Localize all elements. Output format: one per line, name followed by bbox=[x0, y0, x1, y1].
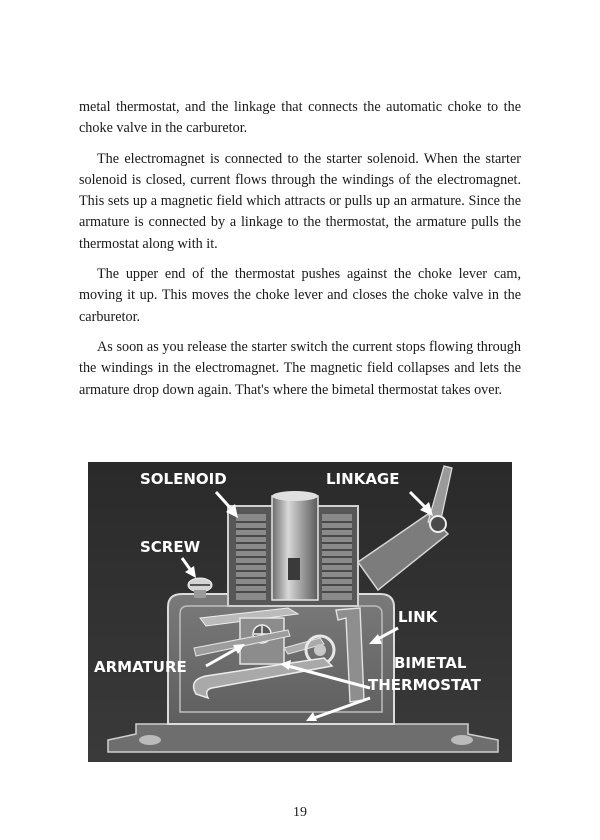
label-bimetal: BIMETAL bbox=[394, 654, 467, 672]
paragraph-1: metal thermostat, and the linkage that connects the automatic choke to the choke valve in the carburetor. bbox=[79, 99, 521, 137]
automatic-choke-figure bbox=[88, 462, 512, 762]
label-link: LINK bbox=[398, 608, 438, 626]
paragraph-3: The upper end of the thermostat pushes against the choke lever cam, moving it up. This moves the choke lever and closes the choke valve in the carburetor. bbox=[79, 266, 521, 325]
label-screw: SCREW bbox=[140, 538, 201, 556]
choke-diagram bbox=[88, 462, 512, 762]
label-solenoid: SOLENOID bbox=[140, 470, 227, 488]
base-bolt-left bbox=[139, 735, 161, 745]
label-thermostat: THERMOSTAT bbox=[368, 676, 481, 694]
label-armature: ARMATURE bbox=[94, 658, 187, 676]
linkage-pivot bbox=[430, 516, 446, 532]
base-plate bbox=[108, 724, 498, 752]
page-number: 19 bbox=[293, 805, 307, 820]
solenoid-plunger-slot bbox=[288, 558, 300, 580]
solenoid-windings-right bbox=[322, 514, 352, 600]
paragraph-4: As soon as you release the starter switch the current stops flowing through the windings in the electromagnet. The magnetic field collapses and lets the armature drop down again. That's where the bimetal thermostat takes over. bbox=[79, 338, 521, 398]
body-text bbox=[79, 97, 521, 410]
thermostat-coil-center bbox=[314, 644, 326, 656]
base-bolt-right bbox=[451, 735, 473, 745]
paragraph-2: The electromagnet is connected to the starter solenoid. When the starter solenoid is closed, current flows through the windings of the electromagnet. This sets up a magnetic field which attracts or pulls up an armature. Since the armature is connected by a linkage to the thermostat, the armature pulls the thermostat along with it. bbox=[79, 150, 521, 252]
solenoid-core bbox=[272, 496, 318, 600]
solenoid-windings-left bbox=[236, 514, 266, 600]
label-linkage: LINKAGE bbox=[326, 470, 400, 488]
solenoid-core-top bbox=[272, 491, 318, 501]
